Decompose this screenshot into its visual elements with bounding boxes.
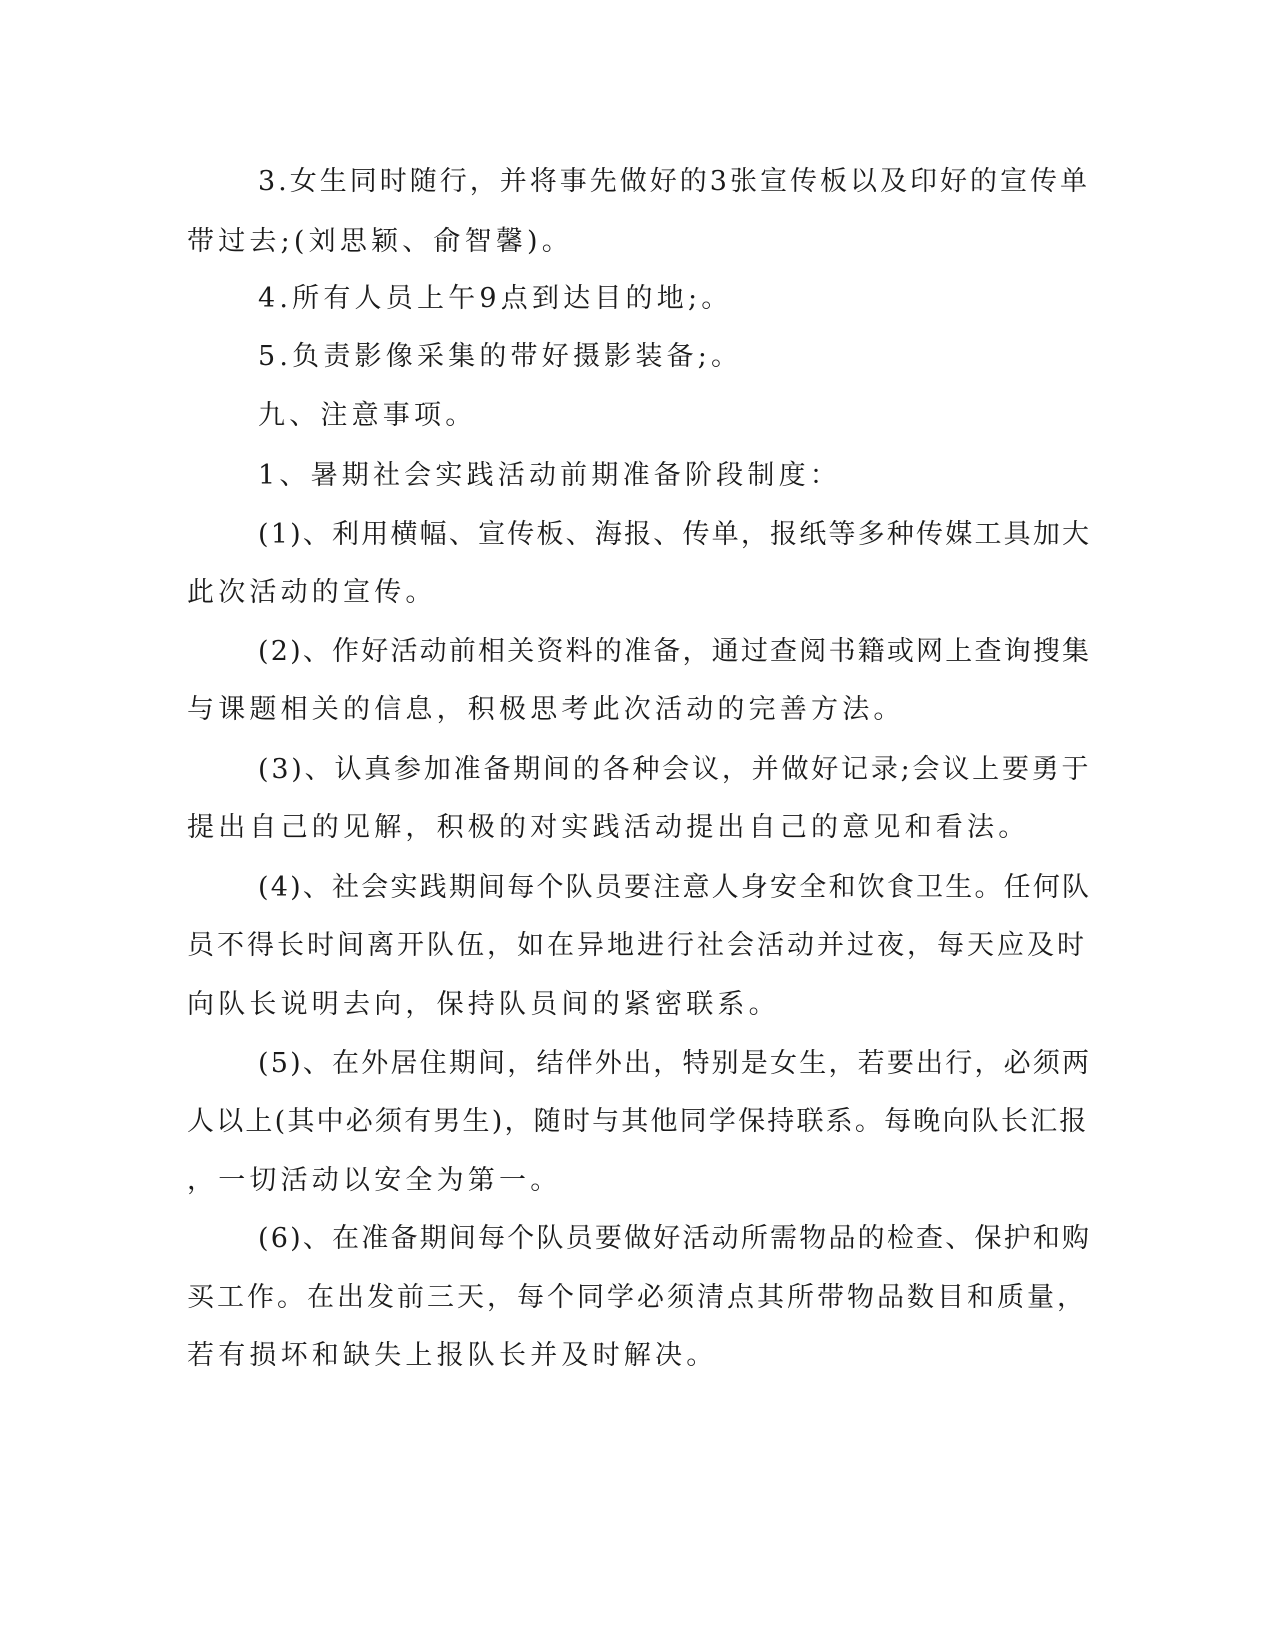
item-2-line-2: 与课题相关的信息，积极思考此次活动的完善方法。 — [187, 694, 905, 725]
item-4-line-3: 向队长说明去向，保持队员间的紧密联系。 — [187, 989, 780, 1020]
item-3-line-1: (3)、认真参加准备期间的各种会议，并做好记录;会议上要勇于 — [258, 754, 1092, 785]
item-6-line-1: (6)、在准备期间每个队员要做好活动所需物品的检查、保护和购 — [258, 1223, 1092, 1254]
item-3-line-2: 提出自己的见解，积极的对实践活动提出自己的意见和看法。 — [187, 812, 1030, 843]
item-1-line-1: (1)、利用横幅、宣传板、海报、传单，报纸等多种传媒工具加大 — [258, 519, 1092, 550]
item-4-line-2: 员不得长时间离开队伍，如在异地进行社会活动并过夜，每天应及时 — [187, 930, 1087, 961]
item-6-line-2: 买工作。在出发前三天，每个同学必须清点其所带物品数目和质量， — [187, 1282, 1087, 1313]
paragraph-5: 5.负责影像采集的带好摄影装备;。 — [258, 341, 743, 372]
paragraph-3-line-1: 3.女生同时随行，并将事先做好的3张宣传板以及印好的宣传单 — [258, 166, 1090, 197]
subsection-heading-1: 1、暑期社会实践活动前期准备阶段制度： — [258, 460, 841, 491]
item-2-line-1: (2)、作好活动前相关资料的准备，通过查阅书籍或网上查询搜集 — [258, 636, 1092, 667]
paragraph-4: 4.所有人员上午9点到达目的地;。 — [258, 283, 733, 314]
item-5-line-2: 人以上(其中必须有男生)，随时与其他同学保持联系。每晚向队长汇报 — [187, 1106, 1089, 1137]
section-heading-9: 九、注意事项。 — [258, 400, 477, 431]
item-5-line-1: (5)、在外居住期间，结伴外出，特别是女生，若要出行，必须两 — [258, 1048, 1092, 1079]
item-1-line-2: 此次活动的宣传。 — [187, 577, 437, 608]
item-5-line-3: ，一切活动以安全为第一。 — [187, 1165, 562, 1196]
item-6-line-3: 若有损坏和缺失上报队长并及时解决。 — [187, 1340, 718, 1371]
item-4-line-1: (4)、社会实践期间每个队员要注意人身安全和饮食卫生。任何队 — [258, 872, 1092, 903]
paragraph-3-line-2: 带过去;(刘思颖、俞智馨)。 — [187, 226, 573, 257]
